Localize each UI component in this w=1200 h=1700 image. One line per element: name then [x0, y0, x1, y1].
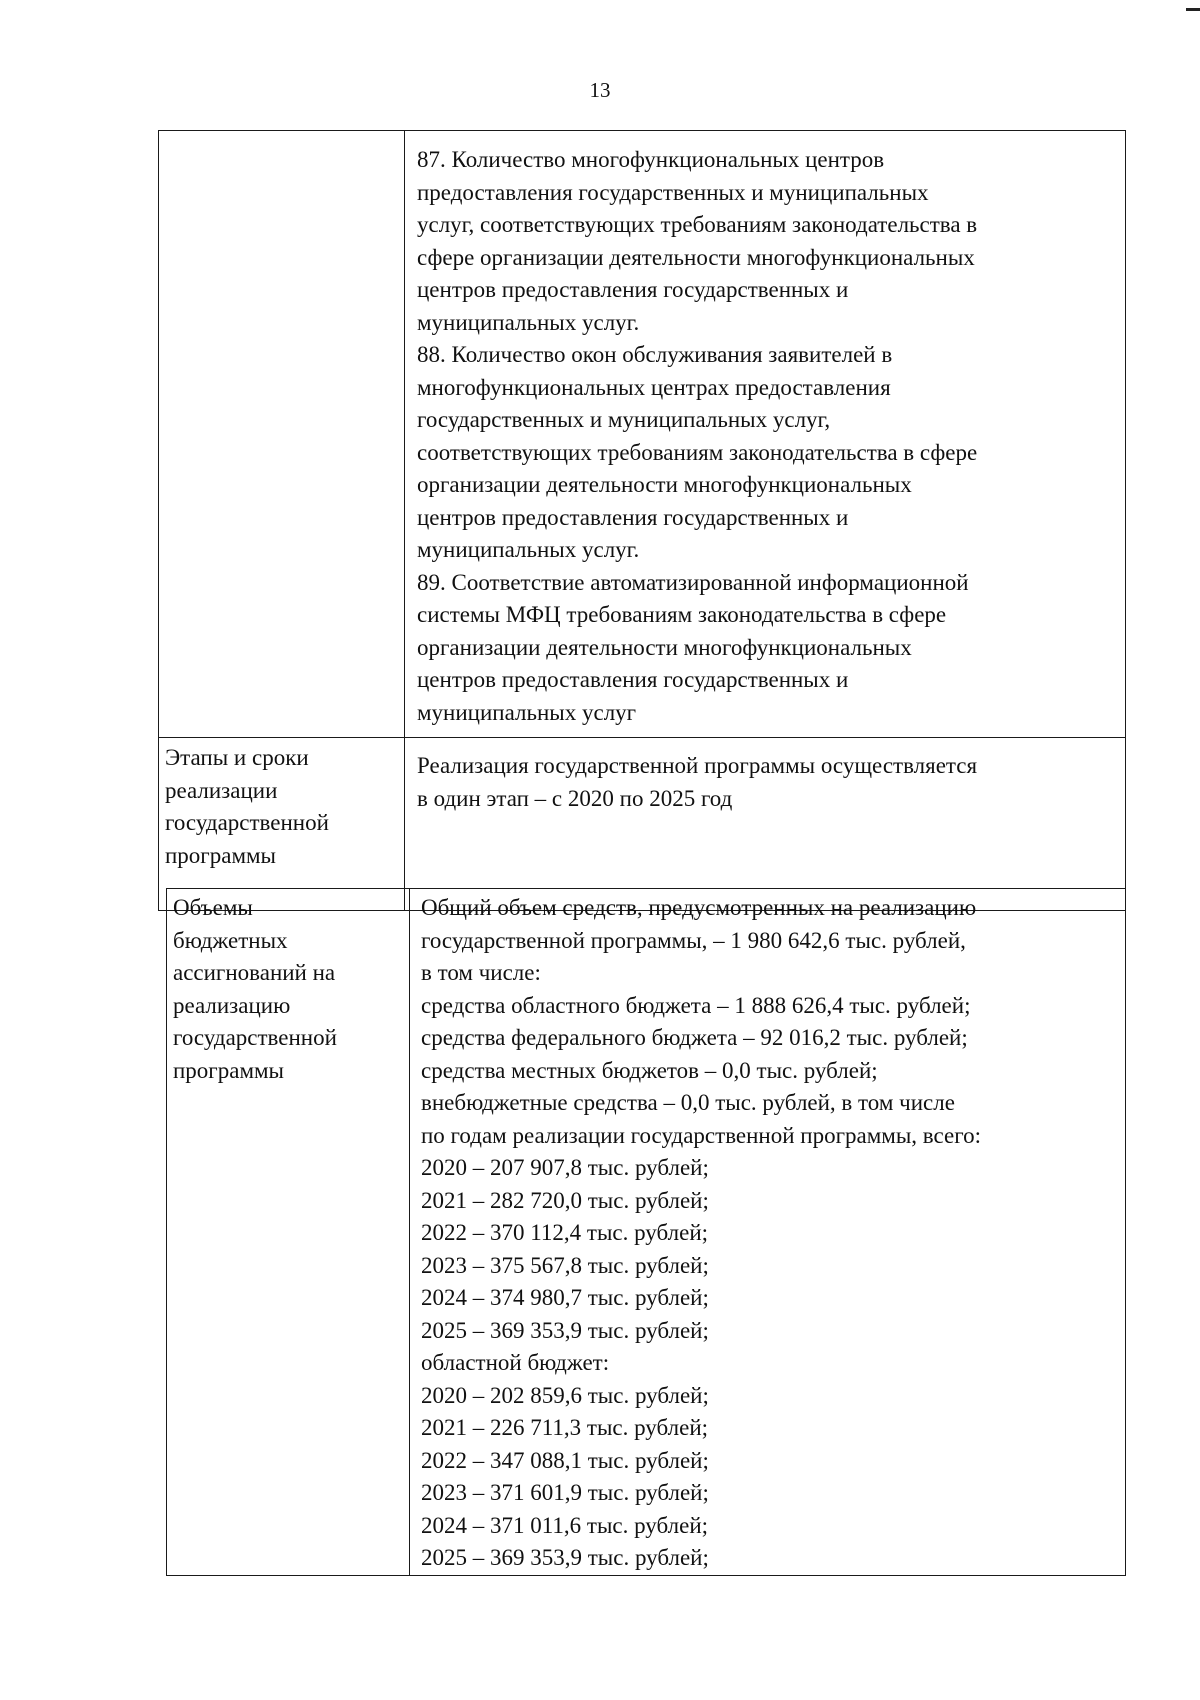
budget-value-line: внебюджетные средства – 0,0 тыс. рублей, в том числе — [421, 1090, 955, 1115]
budget-value-line: государственной программы, – 1 980 642,6 тыс. рублей, — [421, 927, 966, 953]
budget-value-line: 2023 – 375 567,8 тыс. рублей; — [421, 1252, 709, 1278]
budget-label-line: ассигнований на — [173, 960, 336, 985]
indicator-line: муниципальных услуг. — [417, 537, 640, 562]
table-row-budget — [167, 889, 1126, 1576]
indicator-line: государственных и муниципальных услуг, — [417, 407, 831, 432]
indicator-line: услуг, соответствующих требованиям законодательства в — [417, 212, 978, 237]
indicator-line: муниципальных услуг — [417, 699, 637, 725]
budget-label-line: государственной — [173, 1025, 337, 1050]
budget-value-line: 2021 – 226 711,3 тыс. рублей; — [421, 1415, 709, 1440]
passport-table-budget — [166, 888, 1126, 1576]
indicator-line: центров предоставления государственных и — [417, 504, 849, 530]
stages-value-cell — [405, 738, 1126, 911]
budget-value-line: средства местных бюджетов – 0,0 тыс. рублей; — [421, 1057, 878, 1083]
budget-value-line: средства областного бюджета – 1 888 626,4 тыс. рублей; — [421, 992, 971, 1018]
budget-value-line: средства федерального бюджета – 92 016,2 тыс. рублей; — [421, 1025, 968, 1050]
page-number: 13 — [589, 78, 611, 102]
budget-value-line: 2020 – 202 859,6 тыс. рублей; — [421, 1382, 709, 1408]
budget-value-line: 2025 – 369 353,9 тыс. рублей; — [421, 1317, 709, 1343]
budget-value-line: 2022 – 370 112,4 тыс. рублей; — [421, 1220, 709, 1245]
indicators-value-cell — [405, 131, 1126, 738]
budget-value-line: 2020 – 207 907,8 тыс. рублей; — [421, 1155, 709, 1180]
stages-label-line: программы — [165, 842, 277, 868]
stages-label-line: реализации — [165, 777, 278, 803]
indicator-line: 89. Соответствие автоматизированной информационной — [417, 569, 969, 595]
budget-label-line: реализацию — [173, 992, 291, 1018]
budget-label-line: Объемы — [173, 895, 253, 920]
table-row-indicators — [159, 131, 1126, 738]
indicator-line: 88. Количество окон обслуживания заявителей в — [417, 342, 893, 367]
budget-value-line: 2021 – 282 720,0 тыс. рублей; — [421, 1187, 709, 1213]
indicator-line: сфере организации деятельности многофункциональных — [417, 244, 975, 270]
budget-value-line: 2025 – 369 353,9 тыс. рублей; — [421, 1545, 709, 1570]
budget-value-line: по годам реализации государственной программы, всего: — [421, 1122, 981, 1148]
indicator-line: организации деятельности многофункциональных — [417, 634, 912, 660]
indicator-line: центров предоставления государственных и — [417, 277, 849, 302]
indicator-line: соответствующих требованиям законодательства в сфере — [417, 439, 978, 465]
indicators-label-cell — [159, 131, 405, 738]
budget-value-line: Общий объем средств, предусмотренных на реализацию — [421, 895, 977, 920]
stages-value-line: Реализация государственной программы осуществляется — [417, 753, 978, 778]
budget-label-line: бюджетных — [173, 927, 288, 953]
scan-edge-mark — [1186, 8, 1200, 11]
stages-label-line: Этапы и сроки — [165, 745, 309, 770]
indicator-line: муниципальных услуг. — [417, 309, 640, 335]
indicator-line: предоставления государственных и муниципальных — [417, 179, 929, 205]
budget-label-cell — [167, 889, 410, 1576]
budget-value-cell — [410, 889, 1126, 1576]
budget-value-line: 2024 – 371 011,6 тыс. рублей; — [421, 1512, 709, 1538]
stages-value-line: в один этап – с 2020 по 2025 год — [417, 785, 733, 811]
table-row-stages — [159, 738, 1126, 911]
indicator-line: многофункциональных центрах предоставления — [417, 374, 891, 400]
passport-table-top — [158, 130, 1126, 911]
indicator-line: системы МФЦ требованиям законодательства в сфере — [417, 602, 947, 627]
budget-value-line: 2024 – 374 980,7 тыс. рублей; — [421, 1285, 709, 1310]
budget-value-line: 2022 – 347 088,1 тыс. рублей; — [421, 1447, 709, 1473]
budget-value-line: в том числе: — [421, 960, 541, 985]
indicator-line: организации деятельности многофункциональных — [417, 472, 912, 497]
stages-label-line: государственной — [165, 810, 329, 835]
indicator-line: 87. Количество многофункциональных центров — [417, 147, 885, 172]
budget-value-line: областной бюджет: — [421, 1350, 610, 1375]
budget-value-line: 2023 – 371 601,9 тыс. рублей; — [421, 1480, 709, 1505]
budget-label-line: программы — [173, 1057, 285, 1083]
indicator-line: центров предоставления государственных и — [417, 667, 849, 692]
stages-label-cell — [159, 738, 405, 911]
